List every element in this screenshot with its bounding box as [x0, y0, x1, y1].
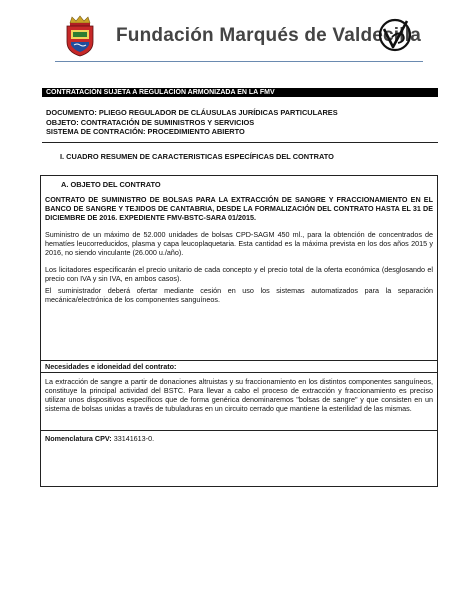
object-heading: A. OBJETO DEL CONTRATO — [61, 180, 161, 189]
contract-summary-table — [40, 175, 438, 487]
cpv-value: 33141613-0. — [111, 434, 155, 443]
document-meta — [46, 108, 338, 137]
cpv-line — [45, 434, 154, 443]
document-line: DOCUMENTO: PLIEGO REGULADOR DE CLÁUSULAS JURÍDICAS PARTICULARES — [46, 108, 338, 117]
cpv-label: Nomenclatura CPV: — [45, 434, 112, 443]
needs-text: La extracción de sangre a partir de donaciones altruistas y su fraccionamiento en los distintos componentes sanguíneos, constituye la principal actividad del BSTC. Para llevar a cabo el proceso de extracción y fraccionamiento es preciso utilizar unos dispositivos específicos que de forma genérica denominaremos "bolsas de sangre" y que consisten en un sistema de bolsas unidas a través de tubuladuras en un circuito cerrado que mantiene la esterilidad de las mismas. — [45, 377, 433, 413]
needs-text-row — [41, 373, 437, 431]
system-line: SISTEMA DE CONTRACIÓN: PROCEDIMIENTO ABIERTO — [46, 127, 245, 136]
fmv-monogram-logo-icon — [378, 17, 412, 53]
object-paragraph-2: Los licitadores especificarán el precio unitario de cada concepto y el precio total de la oferta económica (desglosando el precio con IVA y sin IVA, en ambos casos). — [45, 265, 433, 283]
regulation-banner: CONTRATACIÓN SUJETA A REGULACIÓN ARMONIZADA EN LA FMV — [42, 88, 438, 97]
object-line: OBJETO: CONTRATACIÓN DE SUMINISTROS Y SERVICIOS — [46, 117, 255, 127]
cpv-row — [41, 431, 437, 445]
page-header — [0, 0, 474, 64]
object-title: CONTRATO DE SUMINISTRO DE BOLSAS PARA LA EXTRACCIÓN DE SANGRE Y FRACCIONAMIENTO EN EL BANCO DE SANGRE Y TEJIDOS DE CANTABRIA, DESDE LA FORMALIZACIÓN DEL CONTRATO HASTA EL 31 DE DICIEMBRE DE 2016. EXPEDIENTE FMV-BSTC-SARA 01/2015. — [45, 195, 433, 222]
object-paragraph-1: Suministro de un máximo de 52.000 unidades de bolsas CPD-SAGM 450 ml., para la obtención de concentrados de hematíes leucorreducidos, plasma y capa leucoplaquetaria. Esta cantidad es la máxima prevista en los dos años 2015 y 2016, no siendo vinculante (26.000 u./año). — [45, 230, 433, 257]
meta-divider — [42, 142, 438, 143]
brand-title: Fundación Marqués de Valdecilla — [116, 25, 422, 46]
header-divider — [55, 61, 423, 62]
object-section — [41, 176, 437, 361]
object-paragraph-3: El suministrador deberá ofertar mediante cesión en uso los sistemas automatizados para la separación mecánica/electrónica de los componentes sanguíneos. — [45, 286, 433, 304]
section-heading: I. CUADRO RESUMEN DE CARACTERISTICAS ESPECÍFICAS DEL CONTRATO — [60, 152, 334, 161]
needs-label: Necesidades e idoneidad del contrato: — [45, 362, 177, 371]
coat-of-arms-icon — [62, 14, 98, 58]
needs-label-row — [41, 361, 437, 373]
